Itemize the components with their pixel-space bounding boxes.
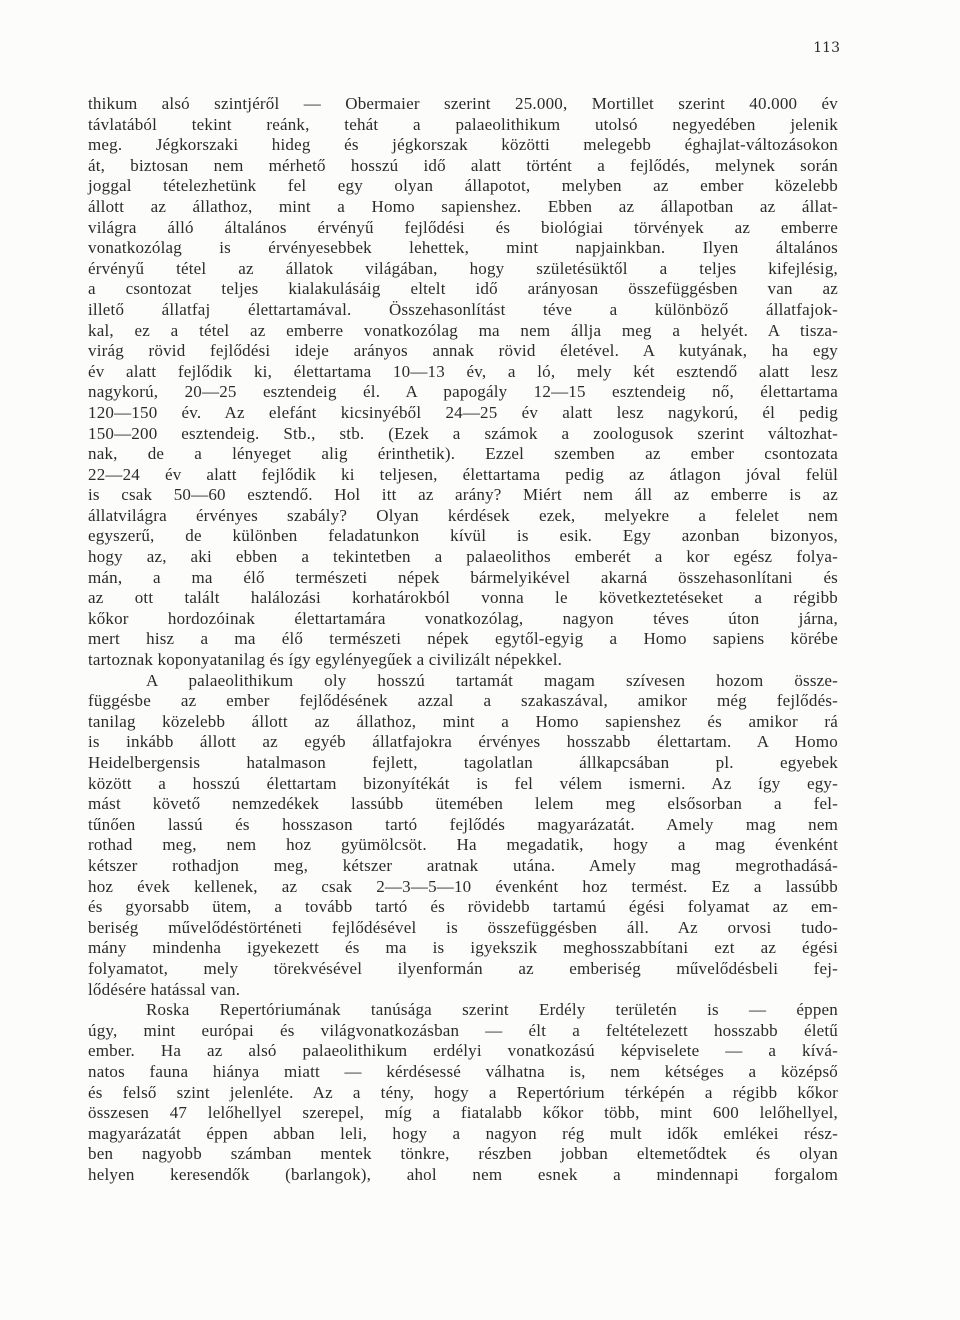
text-line: rothad meg, nem hoz gyümölcsöt. Ha megadatik, hogy a mag évenként xyxy=(88,835,838,855)
text-line: 120—150 év. Az elefánt kicsinyéből 24—25 év alatt lesz nagykorú, él pedig xyxy=(88,402,838,422)
text-line: thikum alsó szintjéről — Obermaier szerint 25.000, Mortillet szerint 40.000 év xyxy=(88,94,838,113)
text-line: is csak 50—60 esztendő. Hol itt az arány? Miért nem áll az emberre is az xyxy=(88,485,838,505)
text-line: folyamatot, mely törekvésével ilyenformán az emberiség művelődésbeli fej- xyxy=(88,958,838,978)
text-line: a csontozat teljes kialakulásáig eltelt idő arányosan összefüggésben van az xyxy=(88,279,838,299)
text-line: az ott talált halálozási korhatárokból vonna le következtetéseket a régibb xyxy=(88,588,838,608)
text-line: állott az állathoz, mint a Homo sapienshez. Ebben az állapotban az állat- xyxy=(88,196,838,216)
text-line: egyszerű, de különben feladatunkon kívül is esik. Egy azonban bizonyos, xyxy=(88,526,838,546)
text-line: 150—200 esztendeig. Stb., stb. (Ezek a számok a zoologusok szerint változhat- xyxy=(88,423,838,443)
text-line: hoz évek kellenek, az csak 2—3—5—10 évenként hoz termést. Ez a lassúbb xyxy=(88,876,838,896)
text-line: mert hisz a ma élő természeti népek egytől-egyig a Homo sapiens körébe xyxy=(88,629,838,649)
body-text xyxy=(88,94,838,1185)
text-line: között a hosszú élettartam bizonyítékát is fel vélem ismerni. Az így egy- xyxy=(88,773,838,793)
text-line: Roska Repertóriumának tanúsága szerint Erdély területén is — éppen xyxy=(146,1000,838,1020)
text-line: nagykorú, 20—25 esztendeig él. A papogály 12—15 esztendeig nő, élettartama xyxy=(88,382,838,402)
text-line: helyen keresendők (barlangok), ahol nem esnek a mindennapi forgalom xyxy=(88,1164,838,1184)
text-line: is inkább állott az egyéb állatfajokra érvényes hosszabb élettartam. A Homo xyxy=(88,732,838,752)
text-line: kétszer rothadjon meg, kétszer aratnak utána. Amely mag megrothadásá- xyxy=(88,855,838,875)
text-line: A palaeolithikum oly hosszú tartamát magam szívesen hozom össze- xyxy=(146,670,838,690)
text-line: natos fauna hiánya miatt — kérdésessé válhatna is, nem kétséges a középső xyxy=(88,1061,838,1081)
page-number: 113 xyxy=(813,40,840,56)
text-line: tanilag közelebb állott az állathoz, mint a Homo sapienshez és amikor rá xyxy=(88,711,838,731)
text-line: Heidelbergensis hatalmason fejlett, tagolatlan állkapcsában pl. egyebek xyxy=(88,753,838,772)
text-line: és felső szint jelenléte. Az a tény, hogy a Repertórium térképén a régibb kőkor xyxy=(88,1082,838,1102)
text-line: illető állatfaj élettartamával. Összehasonlítást téve a különböző állatfajok- xyxy=(88,299,838,319)
text-line: érvényű tétel az állatok világában, hogy születésüktől a teljes kifejlésig, xyxy=(88,258,838,278)
text-line: hogy az, aki ebben a tekintetben a palaeolithos emberét a kor egész folya- xyxy=(88,547,838,567)
text-line: virág rövid fejlődési ideje arányos annak rövid életével. A kutyának, ha egy xyxy=(88,341,838,361)
text-line: át, biztosan nem mérhető hosszú idő alatt történt a fejlődés, melynek során xyxy=(88,155,838,175)
text-line: joggal tételezhetünk fel egy olyan állapotot, melyben az ember közelebb xyxy=(88,176,838,196)
text-line: összesen 47 lelőhellyel szerepel, míg a fiatalabb kőkor több, mint 600 lelőhellyel, xyxy=(88,1103,838,1123)
text-line: távlatából tekint reánk, tehát a palaeolithikum utolsó negyedében jelenik xyxy=(88,114,838,134)
text-line: világra álló általános érvényű fejlődési és biológiai törvények az emberre xyxy=(88,217,838,237)
text-line: mást követő nemzedékek lassúbb ütemében lelem meg elsősorban a fel- xyxy=(88,794,838,814)
text-line: magyarázatát éppen abban leli, hogy a nagyon rég mult idők emlékei rész- xyxy=(88,1123,838,1143)
text-line: mán, a ma élő természeti népek bármelyikével akarná összehasonlítani és xyxy=(88,567,838,587)
text-line: ember. Ha az alsó palaeolithikum erdélyi vonatkozású képviselete — a kívá- xyxy=(88,1041,838,1061)
text-line: tűnően lassú és hosszason tartó fejlődés magyarázatát. Amely mag nem xyxy=(88,814,838,834)
text-line: függésbe az ember fejlődésének azzal a szakaszával, amikor még fejlődés- xyxy=(88,691,838,711)
text-line: lődésére hatással van. xyxy=(88,979,241,999)
text-line: mány mindenha igyekezett és ma is igyekszik meghosszabbítani ezt az égési xyxy=(88,938,838,958)
text-line: beriség művelődéstörténeti fejlődésével is összefüggésben áll. Az orvosi tudo- xyxy=(88,917,838,937)
text-line: év alatt fejlődik ki, élettartama 10—13 év, a ló, mely két esztendő alatt lesz xyxy=(88,361,838,381)
text-line: nak, de a lényeget alig érinthetik). Ezzel szemben az ember csontozata xyxy=(88,444,838,464)
text-line: kőkor hordozóinak élettartamára vonatkozólag, nagyon téves úton járna, xyxy=(88,608,838,628)
text-line: tartoznak koponyatanilag és így egylényegűek a civilizált népekkel. xyxy=(88,650,563,670)
text-line: meg. Jégkorszaki hideg és jégkorszak közötti melegebb éghajlat-változásokon xyxy=(88,135,838,155)
text-line: úgy, mint európai és világvonatkozásban — élt a feltételezett hosszabb életű xyxy=(88,1020,838,1040)
text-line: kal, ez a tétel az emberre vonatkozólag ma nem állja meg a helyét. A tisza- xyxy=(88,320,838,340)
text-line: ben nagyobb számban mentek tönkre, részben jobban eltemetődtek és olyan xyxy=(88,1144,838,1164)
text-line: 22—24 év alatt fejlődik ki teljesen, élettartama pedig az átlagon jóval felül xyxy=(88,464,838,484)
text-line: vonatkozólag is érvényesebbek lehettek, mint napjainkban. Ilyen általános xyxy=(88,238,838,258)
text-line: állatvilágra érvényes szabály? Olyan kérdések ezek, melyekre a felelet nem xyxy=(88,505,838,525)
text-line: és gyorsabb ütem, a tovább tartó és rövidebb tartamú égési folyamat az em- xyxy=(88,897,838,917)
